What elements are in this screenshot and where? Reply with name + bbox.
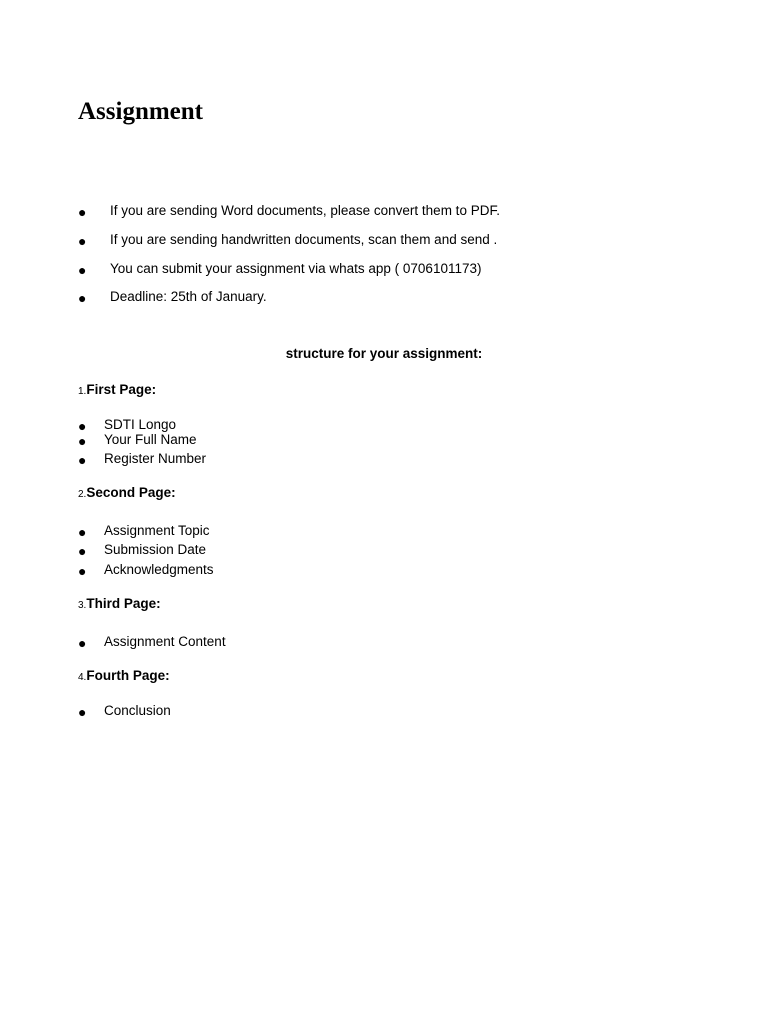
section-title: Fourth Page: [86,668,170,683]
bullet-icon: ● [78,418,87,434]
section-heading-first-page [78,381,156,401]
list-item-text: Register Number [104,451,207,466]
bullet-icon: ● [78,524,87,540]
list-item-text: Assignment Content [104,634,226,649]
instruction-text: Deadline: 25th of January. [110,289,267,304]
document-title: Assignment [78,98,204,125]
bullet-icon: ● [78,204,87,220]
structure-heading: structure for your assignment: [285,346,483,361]
section-heading-second-page [78,484,176,504]
list-item-text: Acknowledgments [104,562,214,577]
section-number: 4. [78,672,87,683]
bullet-icon: ● [78,433,87,449]
bullet-icon: ● [78,233,87,249]
list-item-text: Submission Date [104,542,207,557]
bullet-icon: ● [78,635,87,651]
instruction-text: If you are sending Word documents, please convert them to PDF. [110,203,500,218]
bullet-icon: ● [78,262,87,278]
list-item-text: Your Full Name [104,432,197,447]
list-item-text: SDTI Longo [104,417,177,432]
bullet-icon: ● [78,704,87,720]
instruction-text: If you are sending handwritten documents, scan them and send . [110,232,498,247]
list-item-text: Conclusion [104,703,171,718]
section-heading-fourth-page [78,667,170,687]
section-title: Third Page: [86,596,161,611]
bullet-icon: ● [78,543,87,559]
list-item-text: Assignment Topic [104,523,210,538]
bullet-icon: ● [78,563,87,579]
section-number: 2. [78,489,87,500]
bullet-icon: ● [78,452,87,468]
section-number: 1. [78,386,87,397]
bullet-icon: ● [78,290,87,306]
section-heading-third-page [78,595,161,615]
section-number: 3. [78,600,87,611]
section-title: First Page: [86,382,157,397]
section-title: Second Page: [86,485,176,500]
instruction-text: You can submit your assignment via whats app ( 0706101173) [110,261,482,276]
